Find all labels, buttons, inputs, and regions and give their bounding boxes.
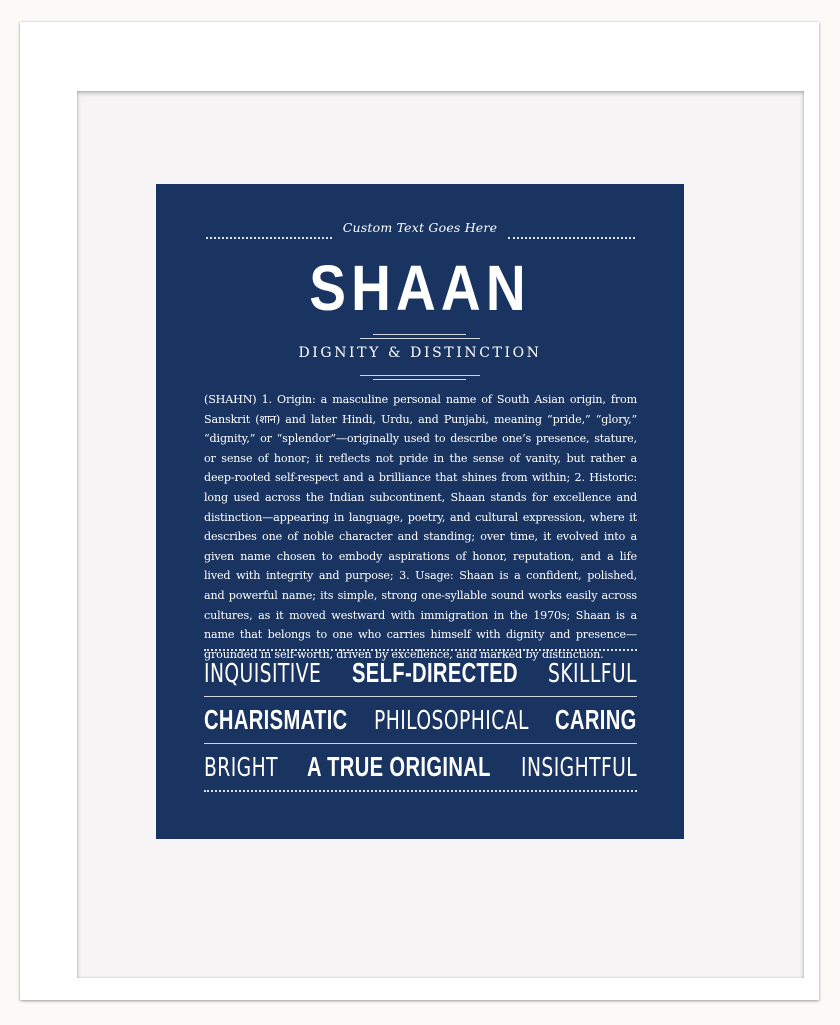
- definition-line: lived with integrity and purpose; 3. Usage: Shaan is a confident, polished,: [204, 569, 637, 583]
- rule-above-subtitle-2: [360, 338, 480, 339]
- trait-word: INQUISITIVE: [204, 659, 322, 689]
- definition-line: name that belongs to one who carries himself with dignity and presence—: [204, 628, 637, 642]
- dotted-rule-left: [206, 237, 332, 239]
- definition-line: deep-rooted self-respect and a brilliance that shines from within; 2. Historic:: [204, 471, 637, 485]
- definition-line: describes one of noble character and standing; over time, it evolved into a: [204, 530, 637, 544]
- definition-line: distinction—appearing in language, poetry, and cultural expression, where it: [204, 510, 637, 524]
- trait-word: BRIGHT: [204, 753, 278, 783]
- dotted-rule-traits-bottom: [204, 790, 637, 792]
- definition-line: (SHAHN) 1. Origin: a masculine personal name of South Asian origin, from: [204, 393, 637, 406]
- definition-line: cultures, as it moved westward with immigration in the 1970s; Shaan is a: [204, 608, 637, 622]
- rule-below-subtitle-2: [373, 379, 466, 380]
- dotted-rule-traits-top: [204, 649, 637, 651]
- subtitle: DIGNITY & DISTINCTION: [298, 345, 542, 361]
- definition-line: or sense of honor; it reflects not pride in the sense of vanity, but rather a: [204, 451, 637, 465]
- trait-word: PHILOSOPHICAL: [374, 706, 529, 736]
- trait-word: CARING: [555, 704, 637, 735]
- trait-word: A TRUE ORIGINAL: [307, 751, 492, 782]
- definition-line: “dignity,” or “splendor”—originally used to describe one’s presence, stature,: [204, 432, 637, 446]
- traits-row-2: [204, 704, 637, 738]
- definition-line: given name chosen to embody aspirations of honor, reputation, and a life: [204, 549, 637, 563]
- traits-row-1: [204, 657, 637, 691]
- definition-line: long used across the Indian subcontinent, Shaan stands for excellence and: [204, 490, 637, 504]
- traits-row-3: [204, 751, 637, 785]
- trait-word: SKILLFUL: [548, 659, 637, 689]
- trait-word: SELF-DIRECTED: [351, 657, 518, 688]
- name-title: SHAAN: [309, 252, 531, 324]
- rule-below-subtitle-1: [360, 375, 480, 376]
- definition-line: grounded in self-worth, driven by excellence, and marked by distinction.: [204, 647, 604, 661]
- definition-line: Sanskrit (शान) and later Hindi, Urdu, and Punjabi, meaning “pride,” “glory,”: [204, 412, 637, 426]
- definition-line: and powerful name; its simple, strong one-syllable sound works easily across: [204, 588, 637, 602]
- dotted-rule-right: [508, 237, 635, 239]
- trait-word: INSIGHTFUL: [520, 753, 637, 783]
- traits-divider-1: [204, 696, 637, 697]
- name-meaning-print: [156, 184, 684, 839]
- traits-divider-2: [204, 743, 637, 744]
- trait-word: CHARISMATIC: [204, 704, 348, 735]
- custom-text: Custom Text Goes Here: [342, 220, 498, 235]
- definition: [204, 390, 637, 664]
- rule-above-subtitle-1: [373, 334, 466, 335]
